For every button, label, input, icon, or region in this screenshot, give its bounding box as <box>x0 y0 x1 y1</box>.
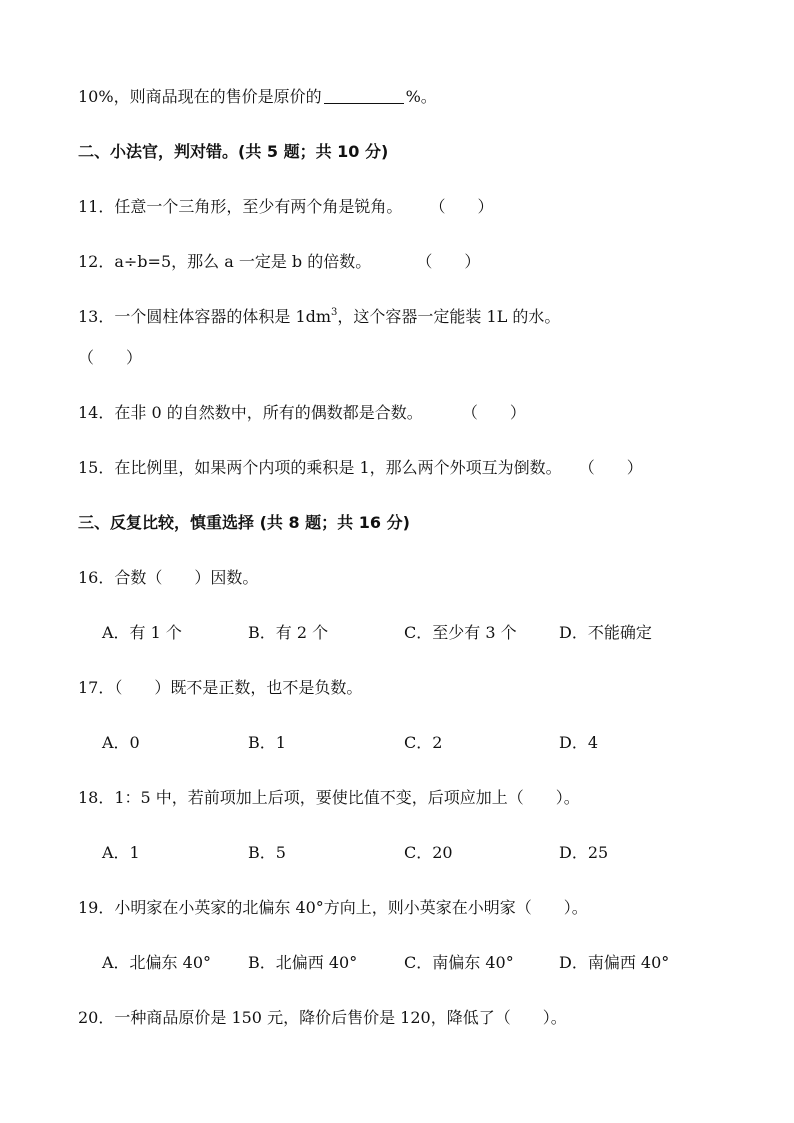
question-16-option-d[interactable]: D．不能确定 <box>559 623 652 642</box>
question-11-answer-paren[interactable]: （ ） <box>429 197 494 216</box>
question-17: 17．（ ）既不是正数，也不是负数。 <box>78 678 363 697</box>
question-17-option-b[interactable]: B．1 <box>248 733 286 752</box>
question-19-option-b[interactable]: B．北偏西 40° <box>248 953 358 972</box>
question-14-answer-paren[interactable]: （ ） <box>461 403 526 422</box>
question-16-option-a[interactable]: A．有 1 个 <box>102 623 182 642</box>
question-13-answer-paren[interactable]: （ ） <box>78 348 143 367</box>
question-13-text-b: ，这个容器一定能装 1L 的水。 <box>337 307 561 326</box>
section-2-title: 二、小法官，判对错。(共 5 题；共 10 分) <box>78 142 389 161</box>
section-3-title: 三、反复比较，慎重选择 (共 8 题；共 16 分) <box>78 513 410 532</box>
question-14-text: 14．在非 0 的自然数中，所有的偶数都是合数。 <box>78 403 423 422</box>
question-17-option-a[interactable]: A．0 <box>102 733 140 752</box>
question-14 <box>78 402 526 424</box>
question-18-option-b[interactable]: B．5 <box>248 843 286 862</box>
question-13-text-a: 13．一个圆柱体容器的体积是 1dm <box>78 307 332 326</box>
question-19-option-d[interactable]: D．南偏西 40° <box>559 953 670 972</box>
question-18-option-a[interactable]: A．1 <box>102 843 140 862</box>
question-15-text: 15．在比例里，如果两个内项的乘积是 1，那么两个外项互为倒数。 <box>78 458 562 477</box>
question-15-answer-paren[interactable]: （ ） <box>578 458 643 477</box>
question-16-option-b[interactable]: B．有 2 个 <box>248 623 329 642</box>
question-15 <box>78 457 643 479</box>
intro-prefix: 10%，则商品现在的售价是原价的 <box>78 87 322 106</box>
intro-suffix: %。 <box>405 87 437 106</box>
question-11 <box>78 196 493 218</box>
question-12-answer-paren[interactable]: （ ） <box>416 252 481 271</box>
question-13-paren-line <box>78 347 142 369</box>
question-17-option-c[interactable]: C．2 <box>404 733 443 752</box>
intro-line <box>78 86 437 108</box>
question-16-option-c[interactable]: C．至少有 3 个 <box>404 623 517 642</box>
question-12 <box>78 251 480 273</box>
question-13 <box>78 306 560 328</box>
question-19: 19．小明家在小英家的北偏东 40°方向上，则小英家在小明家（ ）。 <box>78 898 588 917</box>
question-17-option-d[interactable]: D．4 <box>559 733 599 752</box>
question-12-text: 12．a÷b=5，那么 a 一定是 b 的倍数。 <box>78 252 372 271</box>
question-18: 18．1：5 中，若前项加上后项，要使比值不变，后项应加上（ ）。 <box>78 788 580 807</box>
question-19-option-c[interactable]: C．南偏东 40° <box>404 953 514 972</box>
question-16: 16．合数（ ）因数。 <box>78 568 259 587</box>
question-20: 20．一种商品原价是 150 元，降价后售价是 120，降低了（ ）。 <box>78 1008 567 1027</box>
answer-blank[interactable] <box>324 87 404 104</box>
question-11-text: 11．任意一个三角形，至少有两个角是锐角。 <box>78 197 403 216</box>
question-13-superscript: 3 <box>331 307 338 318</box>
question-18-option-c[interactable]: C．20 <box>404 843 453 862</box>
question-18-option-d[interactable]: D．25 <box>559 843 609 862</box>
question-19-option-a[interactable]: A．北偏东 40° <box>102 953 212 972</box>
